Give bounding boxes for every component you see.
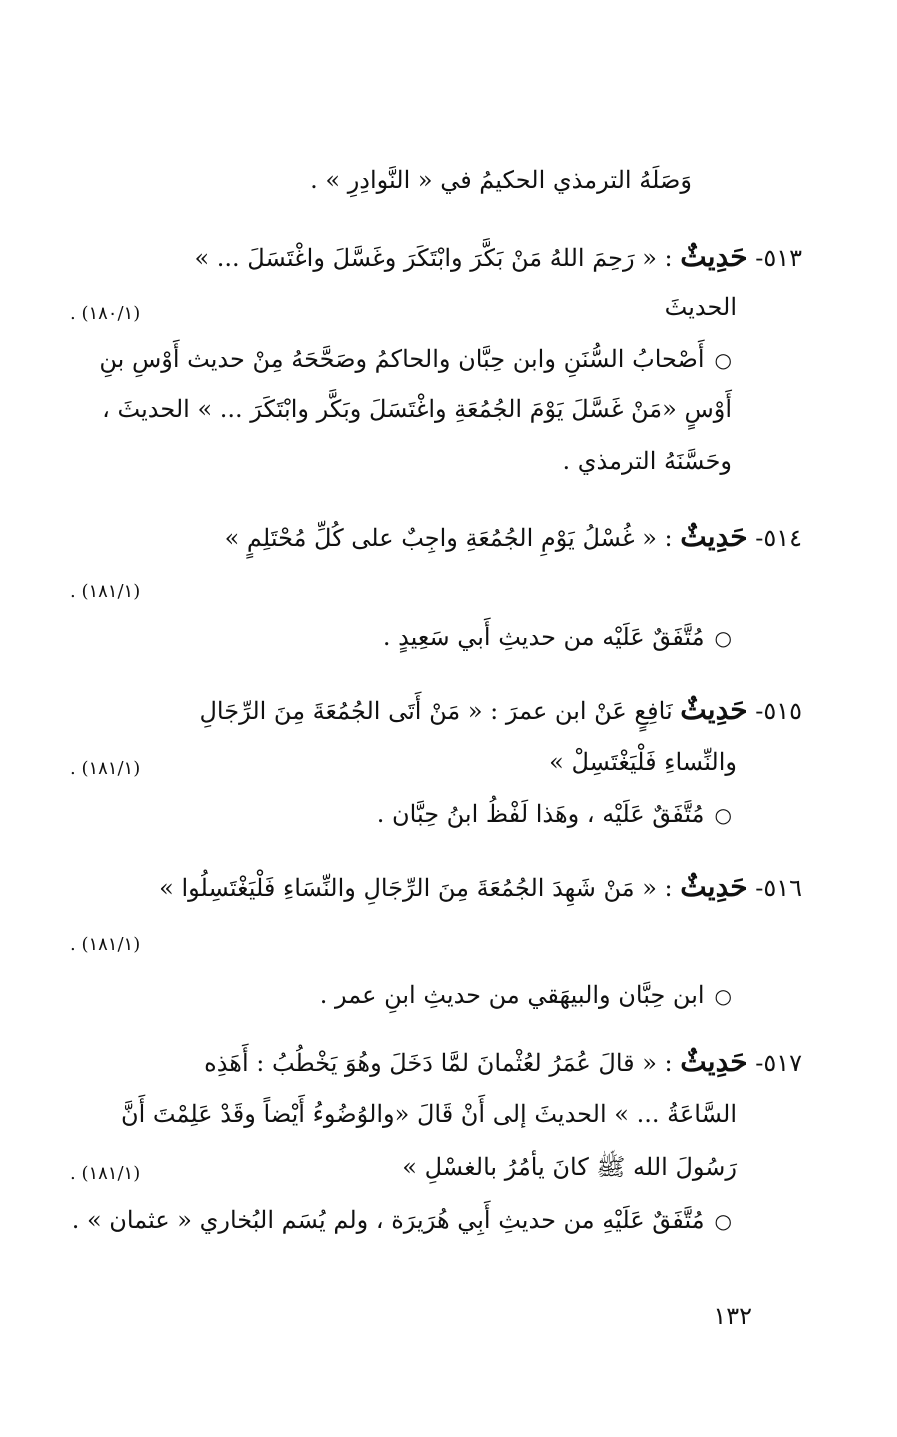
hadith-516-note-1: ○ابن حِبَّان والبيهَقي من حديثِ ابنِ عمر . bbox=[319, 981, 732, 1009]
hadith-number: ٥١٦- bbox=[755, 874, 802, 902]
circle-bullet-icon: ○ bbox=[714, 626, 732, 650]
hadith-513-line-2: الحديثَ bbox=[664, 293, 737, 321]
hadith-label: حَدِيثٌ bbox=[680, 240, 748, 273]
hadith-517-ref: (١٨١/١) . bbox=[70, 1163, 141, 1184]
circle-bullet-icon: ○ bbox=[714, 803, 732, 827]
hadith-514-ref: (١٨١/١) . bbox=[70, 581, 141, 602]
hadith-number: ٥١٣- bbox=[755, 244, 802, 272]
hadith-label: حَدِيثٌ bbox=[680, 1045, 748, 1078]
hadith-516-line-1 bbox=[70, 870, 802, 905]
hadith-label: حَدِيثٌ bbox=[680, 693, 748, 726]
hadith-515-line-1 bbox=[70, 693, 802, 728]
circle-bullet-icon: ○ bbox=[714, 348, 732, 372]
hadith-517-line-1 bbox=[70, 1045, 802, 1080]
hadith-text: : « قالَ عُمَرُ لعُثْمانَ لمَّا دَخَلَ وهُوَ يَخْطُبُ : أَهَذِه bbox=[204, 1049, 673, 1077]
hadith-513-note-2: أَوْسٍ «مَنْ غَسَّلَ يَوْمَ الجُمُعَةِ واغْتَسَلَ وبَكَّر وابْتَكَرَ ... » الحديثَ ، bbox=[102, 395, 732, 423]
hadith-label: حَدِيثٌ bbox=[680, 520, 748, 553]
circle-bullet-icon: ○ bbox=[714, 984, 732, 1008]
hadith-517-line-2: السَّاعَةُ ... » الحديثَ إلى أَنْ قَالَ «والوُضُوءُ أَيْضاً وقَدْ عَلِمْتَ أَنَّ bbox=[120, 1100, 737, 1128]
hadith-517-line-3: رَسُولَ الله ﷺ كانَ يأمُرُ بالغسْلِ » bbox=[402, 1153, 737, 1181]
hadith-513-note-1: ○أَصْحابُ السُّنَنِ وابن حِبَّان والحاكمُ وصَحَّحَهُ مِنْ حديث أَوْسِ بنِ bbox=[99, 345, 732, 373]
hadith-number: ٥١٥- bbox=[755, 697, 802, 725]
page-number: ١٣٢ bbox=[713, 1302, 752, 1330]
hadith-text: : « رَحِمَ اللهُ مَنْ بَكَّرَ وابْتَكَرَ وغَسَّلَ واغْتَسَلَ ... » bbox=[194, 244, 673, 272]
hadith-514-note-1: ○مُتَّفَقٌ عَلَيْه من حديثِ أَبي سَعِيدٍ . bbox=[382, 623, 732, 651]
intro-line: وَصَلَهُ الترمذي الحكيمُ في « النَّوادِرِ » . bbox=[310, 166, 692, 194]
hadith-514-line-1 bbox=[70, 520, 802, 555]
circle-bullet-icon: ○ bbox=[714, 1209, 732, 1233]
hadith-513-note-3: وحَسَّنَهُ الترمذي . bbox=[562, 447, 732, 475]
hadith-513-line-1 bbox=[70, 240, 802, 275]
hadith-text: : « مَنْ شَهِدَ الجُمُعَةَ مِنَ الرِّجَالِ والنِّسَاءِ فَلْيَغْتَسِلُوا » bbox=[159, 874, 673, 902]
hadith-517-note-1: ○مُتَّفَقٌ عَلَيْهِ من حديثِ أَبِي هُرَيرَة ، ولم يُسَم البُخاري « عثمان » . bbox=[71, 1206, 732, 1234]
hadith-515-line-2: والنِّساءِ فَلْيَغْتَسِلْ » bbox=[549, 748, 737, 776]
hadith-515-ref: (١٨١/١) . bbox=[70, 758, 141, 779]
hadith-label: حَدِيثٌ bbox=[680, 870, 748, 903]
hadith-516-ref: (١٨١/١) . bbox=[70, 934, 141, 955]
hadith-515-note-1: ○مُتَّفَقٌ عَلَيْه ، وهَذا لَفْظُ ابنُ حِبَّان . bbox=[376, 800, 732, 828]
hadith-text: نَافِعٍ عَنْ ابن عمرَ : « مَنْ أَتَى الجُمُعَةَ مِنَ الرِّجَالِ bbox=[199, 697, 673, 725]
hadith-text: : « غُسْلُ يَوْمِ الجُمُعَةِ واجِبٌ على كُلِّ مُحْتَلِمٍ » bbox=[224, 524, 673, 552]
hadith-513-ref: (١٨٠/١) . bbox=[70, 303, 141, 324]
hadith-number: ٥١٧- bbox=[755, 1049, 802, 1077]
hadith-number: ٥١٤- bbox=[755, 524, 802, 552]
